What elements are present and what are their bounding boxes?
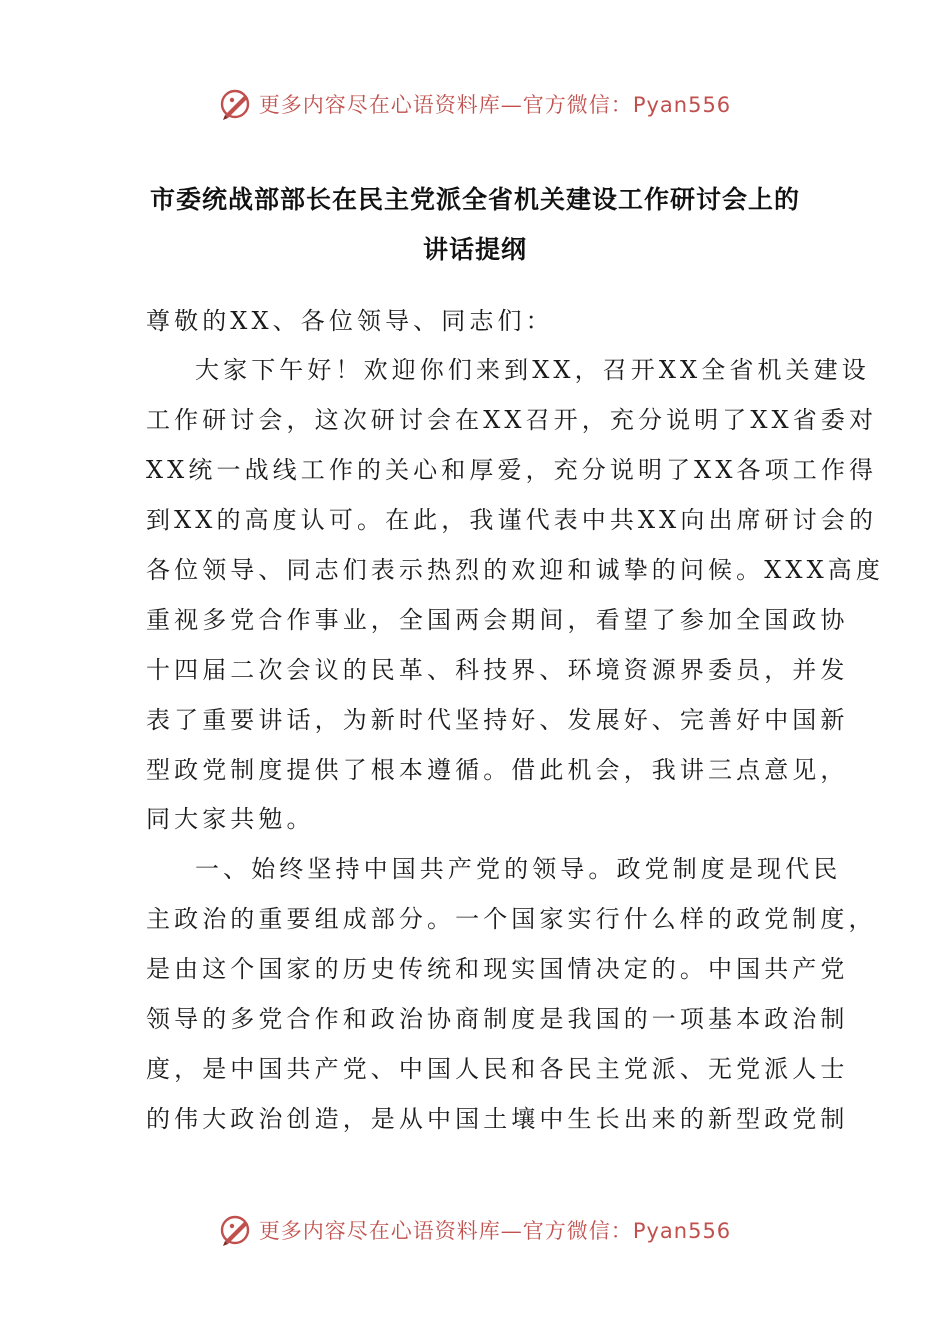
body-line: 工作研讨会，这次研讨会在XX召开，充分说明了XX省委对 xyxy=(146,406,878,434)
section-heading-line: 一、始终坚持中国共产党的领导。政党制度是现代民 xyxy=(195,855,842,883)
body-line: 同大家共勉。 xyxy=(146,805,315,833)
pen-logo-icon xyxy=(219,1213,253,1247)
body-line: XX统一战线工作的关心和厚爱，充分说明了XX各项工作得 xyxy=(146,456,878,484)
body-line: 各位领导、同志们表示热烈的欢迎和诚挚的问候。XXX高度 xyxy=(146,556,884,584)
body-line: 表了重要讲话，为新时代坚持好、发展好、完善好中国新 xyxy=(146,706,849,734)
document-title-line-1: 市委统战部部长在民主党派全省机关建设工作研讨会上的 xyxy=(149,185,800,214)
body-line: 的伟大政治创造，是从中国土壤中生长出来的新型政党制 xyxy=(146,1105,849,1133)
watermark-text: 更多内容尽在心语资料库—官方微信：Pyan556 xyxy=(258,1219,732,1243)
body-line: 领导的多党合作和政治协商制度是我国的一项基本政治制 xyxy=(146,1005,849,1033)
body-line: 是由这个国家的历史传统和现实国情决定的。中国共产党 xyxy=(146,955,849,983)
body-line: 型政党制度提供了根本遵循。借此机会，我讲三点意见， xyxy=(146,756,849,784)
header-watermark xyxy=(0,84,950,124)
document-title-line-2: 讲话提纲 xyxy=(422,235,527,264)
body-line: 十四届二次会议的民革、科技界、环境资源界委员，并发 xyxy=(146,656,849,684)
body-line: 主政治的重要组成部分。一个国家实行什么样的政党制度， xyxy=(146,905,877,933)
watermark-text: 更多内容尽在心语资料库—官方微信：Pyan556 xyxy=(258,93,732,117)
body-line: 重视多党合作事业，全国两会期间，看望了参加全国政协 xyxy=(146,606,849,634)
salutation-line: 尊敬的XX、各位领导、同志们： xyxy=(146,307,554,335)
body-line: 度，是中国共产党、中国人民和各民主党派、无党派人士 xyxy=(146,1055,849,1083)
pen-logo-icon xyxy=(219,87,253,121)
footer-watermark xyxy=(0,1210,950,1250)
body-line: 到XX的高度认可。在此，我谨代表中共XX向出席研讨会的 xyxy=(146,506,878,534)
body-line: 大家下午好！欢迎你们来到XX，召开XX全省机关建设 xyxy=(195,356,870,384)
